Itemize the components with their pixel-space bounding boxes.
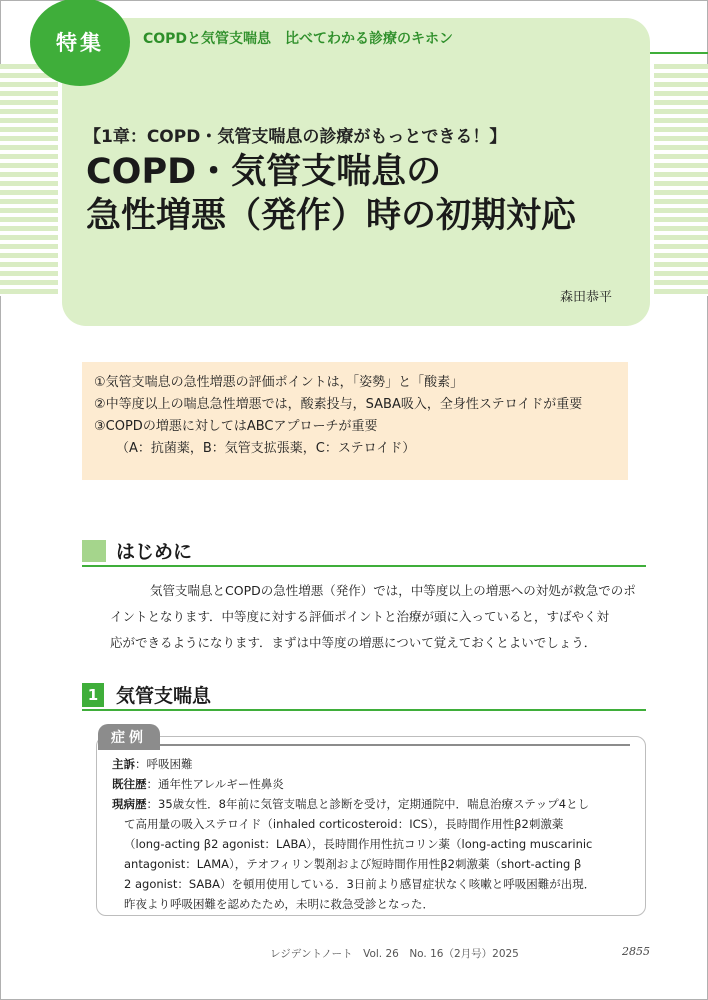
key-point: ①気管支喘息の急性増悪の評価ポイントは，「姿勢」と「酸素」: [94, 375, 464, 390]
key-points-box: [82, 362, 628, 480]
section-header-intro: [82, 537, 646, 567]
intro-paragraph: [110, 578, 636, 656]
case-field-label: 現病歴: [112, 797, 147, 811]
case-field-label: 既往歴: [112, 777, 147, 791]
section-heading: 気管支喘息: [116, 685, 212, 707]
paragraph-line: イントとなります．中等度に対する評価ポイントと治療が頭に入っていると，すばやく対: [110, 609, 610, 624]
paragraph-line: 気管支喘息とCOPDの急性増悪（発作）では，中等度以上の増悪への対処が救急でのポ: [150, 583, 636, 598]
section-header-asthma: [82, 681, 646, 711]
section-heading: はじめに: [116, 541, 193, 563]
section-number: 1: [82, 683, 104, 707]
article-title: [86, 150, 576, 238]
case-chief-complaint: [112, 754, 632, 774]
article-title-line-2: 急性増悪（発作）時の初期対応: [86, 196, 577, 236]
case-line: antagonist：LAMA），テオフィリン製剤および短時間作用性β2刺激薬（short-acting β: [124, 857, 582, 871]
page-number: 2855: [622, 945, 650, 958]
article-title-line-1: COPD・気管支喘息の: [86, 152, 442, 192]
key-point: ③COPDの増悪に対してはABCアプローチが重要: [94, 419, 378, 434]
series-title: COPDと気管支喘息 比べてわかる診療のキホン: [143, 31, 454, 47]
feature-badge: 特集: [30, 0, 130, 86]
section-marker-square: [82, 540, 106, 562]
case-present-illness: [112, 794, 632, 814]
case-line: て高用量の吸入ステロイド（inhaled corticosteroid：ICS），長時間作用性β2刺激薬: [124, 817, 564, 831]
case-line: 昨夜より呼吸困難を認めたため，未明に救急受診となった．: [124, 897, 435, 911]
case-text: [112, 754, 632, 914]
paragraph-line: 応ができるようになります．まずは中等度の増悪について覚えておくとよいでしょう．: [110, 635, 597, 650]
case-line: （long-acting β2 agonist：LABA），長時間作用性抗コリン薬（long-acting muscarinic: [124, 837, 593, 851]
key-point: ②中等度以上の喘息急性増悪では，酸素投与，SABA吸入，全身性ステロイドが重要: [94, 397, 583, 412]
decorative-stripes-right: [654, 64, 708, 296]
chapter-label: 【1章：COPD・気管支喘息の診療がもっとできる！】: [84, 127, 507, 147]
author-name: 森田恭平: [560, 290, 613, 305]
case-field-value: ：35歳女性．8年前に気管支喘息と診断を受け，定期通院中．喘息治療ステップ4とし: [146, 797, 590, 811]
case-field-value: ：通年性アレルギー性鼻炎: [146, 777, 284, 791]
case-field-value: ：呼吸困難: [135, 757, 193, 771]
case-history: [112, 774, 632, 794]
case-tab-rule: [160, 744, 630, 746]
decorative-stripes-left: [0, 64, 58, 296]
case-line: 2 agonist：SABA）を頓用使用している．3日前より感冒症状なく咳嗽と呼吸困難が出現．: [124, 877, 596, 891]
case-field-label: 主訴: [112, 757, 135, 771]
case-tab: 症例: [98, 724, 160, 750]
key-point-continuation: （A：抗菌薬，B：気管支拡張薬，C：ステロイド）: [116, 441, 416, 456]
footer-journal: レジデントノート Vol. 26 No. 16（2月号）2025: [270, 948, 519, 960]
